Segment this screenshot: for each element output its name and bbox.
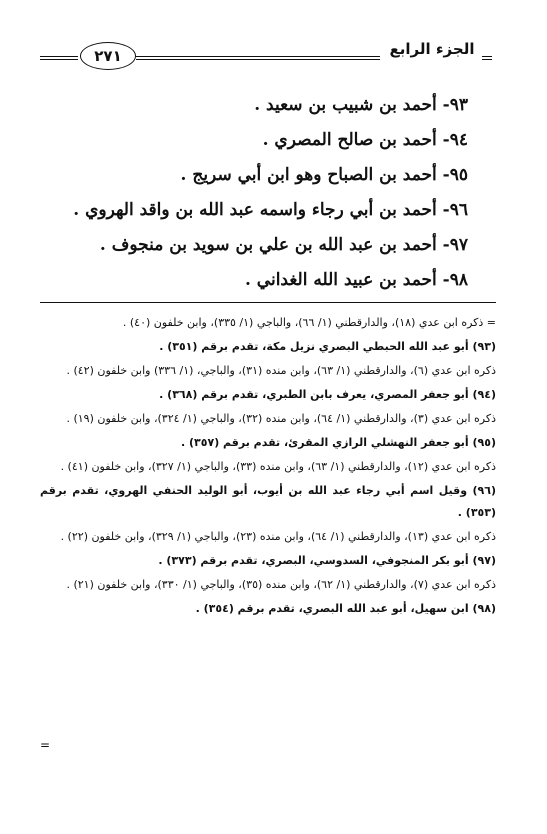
entry-item: ٩٨- أحمد بن عبيد الله الغداني .	[244, 270, 468, 290]
running-header	[40, 40, 492, 76]
entry-item: ٩٧- أحمد بن عبد الله بن علي بن سويد بن منجوف .	[99, 235, 468, 255]
entry-item: ٩٣- أحمد بن شبيب بن سعيد .	[254, 95, 468, 115]
footnote-paragraph: ذكره ابن عدي (٦)، والدارقطني (١/ ٦٣)، وابن منده (٣١)، والباجي، (١/ ٣٣٦) وابن خلفون (٤٢) .	[66, 364, 496, 377]
footnote-heading: (٩٨) ابن سهيل، أبو عبد الله البصري، تقدم برقم (٣٥٤) .	[195, 602, 496, 615]
page-number: ٢٧١	[80, 42, 136, 70]
footnotes	[40, 312, 496, 622]
header-rule-left	[40, 56, 78, 60]
footnote-paragraph: ذكره ابن عدي (١٢)، والدارقطني (١/ ٦٣)، وابن منده (٣٣)، والباجي (١/ ٣٢٧)، وابن خلفون (٤١) .	[60, 460, 496, 473]
entry-item: ٩٥- أحمد بن الصباح وهو ابن أبي سريج .	[180, 165, 468, 185]
entry-list	[40, 88, 468, 298]
entry-item: ٩٤- أحمد بن صالح المصري .	[262, 130, 468, 150]
footnote-paragraph: ذكره ابن عدي (٣)، والدارقطني (١/ ٦٤)، وابن منده (٣٢)، والباجي (١/ ٣٢٤)، وابن خلفون (١٩) .	[66, 412, 496, 425]
footnote-heading: (٩٣) أبو عبد الله الحبطي البصري نزيل مكة، تقدم برقم (٣٥١) .	[159, 340, 496, 353]
footnote-heading: (٩٦) وقيل اسم أبي رجاء عبد الله بن أيوب، أبو الوليد الحنفي الهروي، تقدم برقم (٣٥٣) .	[40, 484, 496, 519]
header-rule-right	[482, 56, 492, 60]
footnote-paragraph: = ذكره ابن عدي (١٨)، والدارقطني (١/ ٦٦)، والباجي (١/ ٣٣٥)، وابن خلفون (٤٠) .	[122, 316, 496, 329]
chapter-title: الجزء الرابع	[389, 40, 475, 58]
footnote-heading: (٩٤) أبو جعفر المصري، يعرف بابن الطبري، تقدم برقم (٣٦٨) .	[159, 388, 496, 401]
header-rule-middle	[136, 56, 380, 60]
footnote-paragraph: ذكره ابن عدي (١٣)، والدارقطني (١/ ٦٤)، وابن منده (٢٣)، والباجي (١/ ٣٢٩)، وابن خلفون (٢٢) .	[60, 530, 496, 543]
footnote-heading: (٩٥) أبو جعفر النهشلي الرازي المقرئ، تقدم برقم (٣٥٧) .	[180, 436, 496, 449]
footnote-heading: (٩٧) أبو بكر المنجوفي، السدوسي، البصري، تقدم برقم (٣٧٣) .	[158, 554, 496, 567]
footnote-separator	[40, 302, 496, 303]
entry-item: ٩٦- أحمد بن أبي رجاء واسمه عبد الله بن واقد الهروي .	[73, 200, 468, 220]
footnote-paragraph: ذكره ابن عدي (٧)، والدارقطني (١/ ٦٢)، وابن منده (٣٥)، والباجي (١/ ٣٣٠)، وابن خلفون (٢١) .	[66, 578, 496, 591]
continuation-mark: =	[40, 738, 51, 752]
